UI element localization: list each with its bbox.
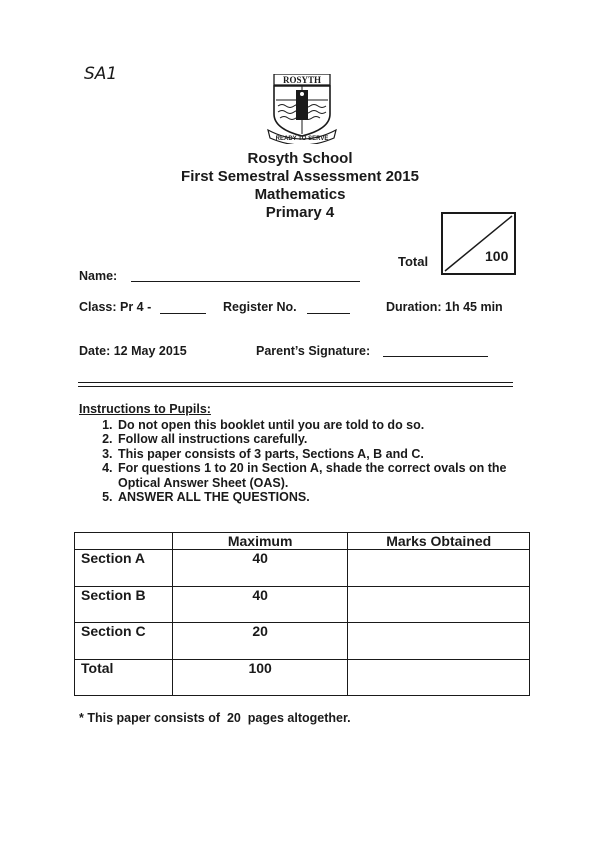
instructions-title: Instructions to Pupils: bbox=[79, 402, 211, 416]
marks-obtained-cell[interactable] bbox=[348, 659, 530, 695]
instruction-item: 3. This paper consists of 3 parts, Sections A, B and C. bbox=[116, 447, 546, 461]
register-field[interactable] bbox=[307, 313, 350, 314]
section-name: Section B bbox=[75, 586, 173, 622]
section-name: Total bbox=[75, 659, 173, 695]
table-row bbox=[75, 586, 530, 622]
table-header-cell: Maximum bbox=[172, 533, 348, 550]
maximum-marks: 40 bbox=[172, 586, 348, 622]
section-name: Section C bbox=[75, 623, 173, 659]
table-header-cell: Marks Obtained bbox=[348, 533, 530, 550]
school-name: Rosyth School bbox=[247, 150, 353, 167]
duration-text: Duration: 1h 45 min bbox=[386, 300, 503, 314]
section-name: Section A bbox=[75, 550, 173, 586]
maximum-marks: 40 bbox=[172, 550, 348, 586]
marks-obtained-cell[interactable] bbox=[348, 586, 530, 622]
level-title: Primary 4 bbox=[265, 204, 335, 221]
school-crest-logo bbox=[266, 74, 338, 144]
marks-table bbox=[74, 532, 530, 696]
divider bbox=[78, 382, 513, 387]
table-row bbox=[75, 659, 530, 695]
table-row bbox=[75, 550, 530, 586]
date-text: Date: 12 May 2015 bbox=[79, 344, 187, 358]
class-field[interactable] bbox=[160, 313, 206, 314]
instructions-list bbox=[94, 418, 546, 504]
table-row bbox=[75, 623, 530, 659]
marks-obtained-cell[interactable] bbox=[348, 550, 530, 586]
table-header-row bbox=[75, 533, 530, 550]
instruction-item: 5. ANSWER ALL THE QUESTIONS. bbox=[116, 490, 546, 504]
subject-title: Mathematics bbox=[254, 186, 346, 203]
name-field[interactable] bbox=[131, 281, 360, 282]
total-box-diagonal bbox=[443, 214, 514, 273]
signature-field[interactable] bbox=[383, 356, 488, 357]
total-score-box bbox=[441, 212, 516, 275]
corner-code: SA1 bbox=[84, 64, 118, 84]
page-count-note: * This paper consists of 20 pages altogether. bbox=[79, 711, 351, 725]
table-header-cell bbox=[75, 533, 173, 550]
marks-obtained-cell[interactable] bbox=[348, 623, 530, 659]
name-label: Name: bbox=[79, 269, 118, 283]
svg-text:ROSYTH: ROSYTH bbox=[282, 75, 322, 85]
register-label: Register No. bbox=[223, 300, 297, 314]
assessment-title: First Semestral Assessment 2015 bbox=[181, 168, 419, 185]
signature-label: Parent’s Signature: bbox=[256, 344, 371, 358]
instruction-item: 1. Do not open this booklet until you are told to do so. bbox=[116, 418, 546, 432]
instruction-item: 2. Follow all instructions carefully. bbox=[116, 432, 546, 446]
svg-text:READY TO SERVE: READY TO SERVE bbox=[275, 136, 329, 142]
maximum-marks: 100 bbox=[172, 659, 348, 695]
total-max-value: 100 bbox=[485, 248, 509, 264]
total-label: Total bbox=[398, 254, 429, 269]
instruction-item: 4. For questions 1 to 20 in Section A, shade the correct ovals on the Optical Answer Sheet (OAS). bbox=[116, 461, 546, 490]
maximum-marks: 20 bbox=[172, 623, 348, 659]
class-label: Class: Pr 4 - bbox=[79, 300, 152, 314]
